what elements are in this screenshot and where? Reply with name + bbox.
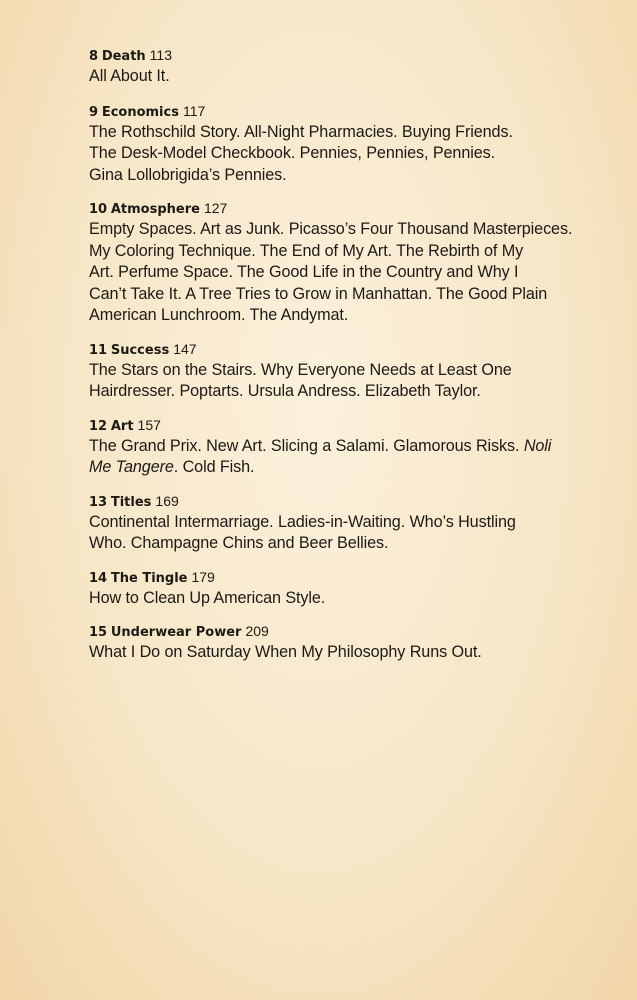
description-text: The Grand Prix. New Art. Slicing a Salami. Glamorous Risks. [89, 436, 520, 455]
chapter-14 [89, 568, 599, 610]
description-line [89, 457, 599, 479]
chapter-heading [89, 416, 599, 434]
chapter-description [89, 219, 599, 327]
italic-title-text: Noli [523, 436, 552, 455]
chapter-number: 13 [89, 494, 108, 510]
description-line: The Rothschild Story. All-Night Pharmacies. Buying Friends. [89, 122, 513, 141]
chapter-page-number: 169 [155, 492, 179, 509]
chapter-9 [89, 102, 599, 187]
chapter-number: 12 [89, 418, 108, 434]
description-text: . Cold Fish. [173, 458, 255, 476]
chapter-description [89, 436, 599, 479]
chapter-heading [89, 492, 599, 510]
chapter-number: 11 [89, 342, 108, 358]
chapter-11 [89, 340, 599, 403]
description-line: The Desk-Model Checkbook. Pennies, Pennies, Pennies. [89, 144, 496, 162]
chapter-description [89, 512, 599, 555]
chapter-description [89, 642, 599, 664]
chapter-description [89, 360, 599, 403]
chapter-title: The Tingle [110, 570, 188, 586]
chapter-page-number: 157 [137, 416, 161, 433]
chapter-15 [89, 622, 599, 664]
description-line: All About It. [89, 67, 170, 85]
chapter-10 [89, 199, 599, 327]
description-line: Can’t Take It. A Tree Tries to Grow in Manhattan. The Good Plain [89, 284, 548, 303]
chapter-page-number: 147 [173, 340, 197, 357]
chapter-heading [89, 622, 599, 640]
description-line: What I Do on Saturday When My Philosophy Runs Out. [89, 643, 482, 661]
chapter-page-number: 127 [203, 200, 228, 216]
chapter-number: 14 [89, 570, 108, 586]
chapter-title: Art [110, 418, 134, 434]
description-line: How to Clean Up American Style. [89, 588, 326, 607]
description-line: Hairdresser. Poptarts. Ursula Andress. Elizabeth Taylor. [89, 382, 481, 400]
chapter-heading [89, 568, 599, 586]
chapter-description [89, 588, 599, 610]
chapter-page-number: 113 [149, 47, 172, 63]
table-of-contents [89, 46, 599, 677]
chapter-title: Success [110, 342, 170, 358]
chapter-title: Economics [101, 104, 179, 120]
description-line [89, 436, 599, 458]
description-line: My Coloring Technique. The End of My Art. The Rebirth of My [89, 241, 524, 260]
chapter-heading [89, 340, 599, 358]
description-line: Continental Intermarriage. Ladies-in-Waiting. Who’s Hustling [89, 512, 516, 531]
description-line: Art. Perfume Space. The Good Life in the Country and Why I [89, 263, 519, 281]
chapter-13 [89, 492, 599, 555]
chapter-12 [89, 416, 599, 479]
chapter-title: Titles [110, 494, 152, 510]
chapter-title: Death [101, 49, 146, 64]
chapter-number: 9 [89, 104, 99, 120]
chapter-8 [89, 46, 599, 88]
chapter-description [89, 66, 599, 88]
italic-title-text: Me Tangere [89, 458, 174, 476]
chapter-number: 15 [89, 625, 108, 640]
chapter-heading [89, 199, 599, 217]
chapter-heading [89, 102, 599, 120]
chapter-title: Underwear Power [110, 625, 242, 640]
description-line: Who. Champagne Chins and Beer Bellies. [89, 534, 389, 552]
chapter-page-number: 179 [191, 568, 215, 585]
description-line: American Lunchroom. The Andymat. [89, 306, 349, 324]
chapter-number: 10 [89, 202, 108, 217]
chapter-page-number: 209 [245, 623, 269, 639]
description-line: The Stars on the Stairs. Why Everyone Needs at Least One [89, 360, 512, 379]
description-line: Gina Lollobrigida’s Pennies. [89, 165, 287, 184]
chapter-title: Atmosphere [110, 202, 200, 217]
chapter-page-number: 117 [182, 102, 206, 119]
chapter-heading [89, 46, 599, 64]
chapter-description [89, 122, 599, 187]
description-line: Empty Spaces. Art as Junk. Picasso’s Four Thousand Masterpieces. [89, 220, 573, 238]
chapter-number: 8 [89, 49, 99, 64]
